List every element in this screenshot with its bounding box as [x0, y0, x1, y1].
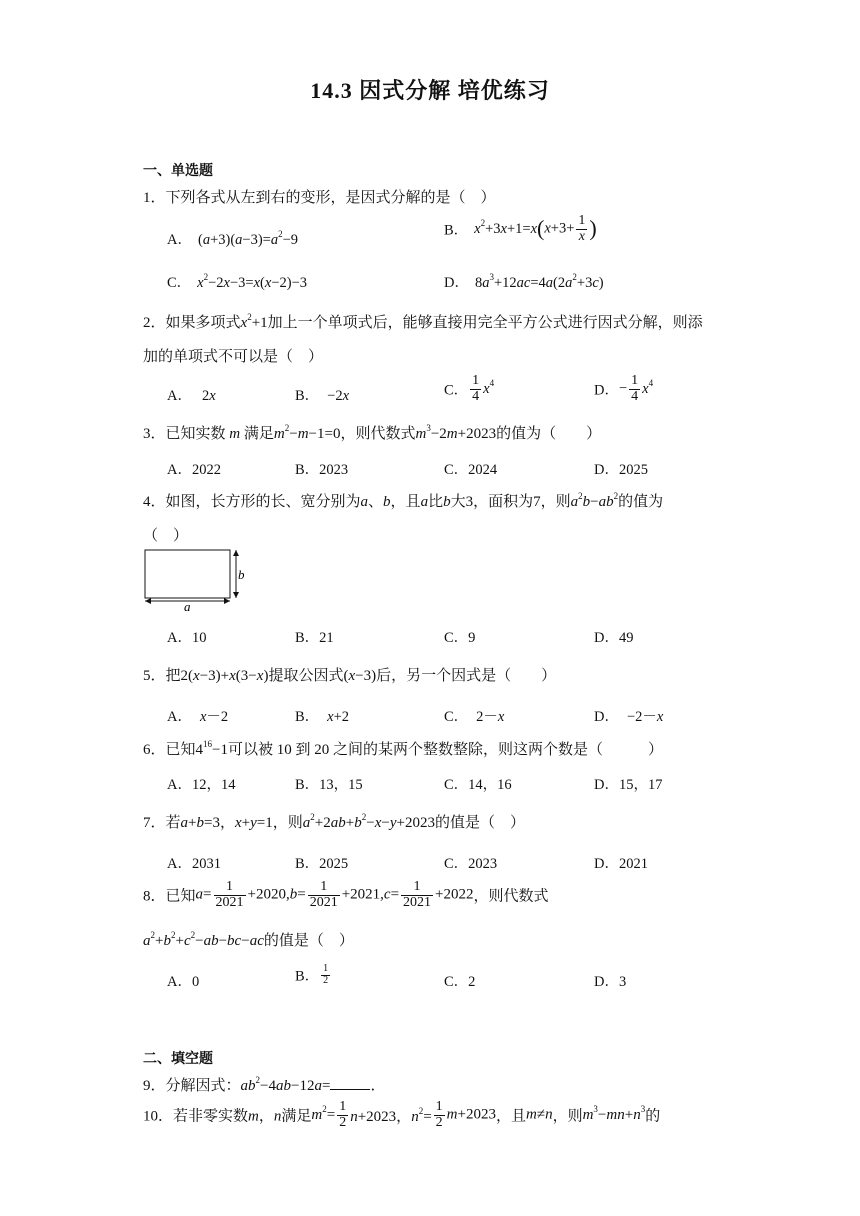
width-arrow-top [233, 550, 239, 556]
question-1-option-a[interactable]: A． $(a+3)(a-3)=a^2-9$ [167, 229, 299, 248]
question-8-option-c[interactable]: C．2 [444, 974, 476, 990]
question-7-option-d[interactable]: D．2021 [594, 856, 648, 872]
question-3-option-a[interactable]: A．2022 [167, 462, 221, 478]
length-arrow-right [224, 598, 230, 604]
question-4-option-d[interactable]: D．49 [594, 630, 634, 646]
question-8-option-d[interactable]: D．3 [594, 974, 627, 990]
question-9-answer-blank[interactable] [330, 1077, 370, 1090]
length-arrow-left [145, 598, 151, 604]
question-5-stem: 5．把2(x−3)+x(3−x)提取公因式(x−3)后，另一个因式是（ ） [143, 668, 557, 684]
question-4-stem-line1: 4．如图，长方形的长、宽分别为a、b，且a比b大3，面积为7，则$a^2b-ab^2$的值为 [143, 491, 664, 510]
question-6-option-b[interactable]: B．13，15 [295, 777, 363, 793]
question-5-option-a[interactable]: A． x－2 [167, 709, 229, 725]
question-8-stem-line2: $a^2+b^2+c^2-ab-bc-ac$的值是（ ） [143, 930, 354, 949]
question-3-option-b[interactable]: B．2023 [295, 462, 349, 478]
question-8-stem-line1: 8．已知a= $\frac{1}{2021}$ +2020,b= $\frac{1}{2021}$ +2021,c= $\frac{1}{2021}$ +2022，则代数式 [143, 879, 549, 910]
question-10-stem: 10．若非零实数m，n满足$m^2=$ $\frac{1}{2}$ n+2023，$n^2=$ $\frac{1}{2}$ m+2023，且m≠n，则$m^3-mn+n^3$的 [143, 1099, 661, 1130]
section-heading-fill-in: 二、填空题 [143, 1052, 213, 1067]
section-heading-single-choice: 一、单选题 [143, 164, 213, 179]
question-4-option-c[interactable]: C．9 [444, 630, 476, 646]
question-4-stem-line2: （ ） [143, 528, 189, 544]
question-6-option-c[interactable]: C．14，16 [444, 777, 512, 793]
question-9-stem: 9．分解因式：$ab^2-4ab-12a=$ ． [143, 1075, 386, 1094]
question-2-option-c[interactable]: C． $\frac{1}{4}$ $x^4$ [444, 373, 495, 404]
question-7-option-a[interactable]: A．2031 [167, 856, 221, 872]
question-7-option-c[interactable]: C．2023 [444, 856, 498, 872]
figure-label-a: a [184, 599, 191, 614]
question-7-stem: 7．若a+b=3，x+y=1，则$a^2+2ab+b^2-x-y+2023$的值是（ ） [143, 812, 525, 831]
figure-label-b: b [238, 567, 245, 582]
question-6-option-a[interactable]: A．12，14 [167, 777, 236, 793]
question-3-stem: 3．已知实数 m 满足$m^2-m-1=0$，则代数式$m^3-2m+2023$的值为（ ） [143, 423, 602, 442]
question-1-option-d[interactable]: D． $8a^3+12ac=4a(2a^2+3c)$ [444, 272, 604, 291]
rectangle-shape [145, 550, 230, 598]
question-2-option-a[interactable]: A． 2x [167, 388, 216, 404]
question-1-option-c[interactable]: C． $x^2-2x-3=x(x-2)-3$ [167, 272, 307, 291]
question-4-rectangle-figure [140, 545, 250, 615]
question-5-option-d[interactable]: D． −2－x [594, 709, 664, 725]
question-8-option-b[interactable]: B． $\frac{1}{2}$ [295, 963, 329, 986]
question-3-option-d[interactable]: D．2025 [594, 462, 648, 478]
question-2-option-d[interactable]: D．− $\frac{1}{4}$ $x^4$ [594, 373, 654, 404]
question-5-option-b[interactable]: B． x+2 [295, 709, 350, 725]
question-2-stem-line1: 2．如果多项式$x^2+1$加上一个单项式后，能够直接用完全平方公式进行因式分解，则添 [143, 312, 703, 331]
width-arrow-bottom [233, 592, 239, 598]
question-1-stem: 1．下列各式从左到右的变形，是因式分解的是（ ） [143, 190, 496, 206]
page-title: 14.3 因式分解 培优练习 [310, 78, 550, 103]
question-8-option-a[interactable]: A．0 [167, 974, 200, 990]
question-4-option-a[interactable]: A．10 [167, 630, 207, 646]
question-6-stem: 6．已知$4^{16}-1$可以被 10 到 20 之间的某两个整数整除，则这两个数是（ ） [143, 739, 664, 758]
question-6-option-d[interactable]: D．15，17 [594, 777, 663, 793]
question-7-option-b[interactable]: B．2025 [295, 856, 349, 872]
question-2-stem-line2: 加的单项式不可以是（ ） [143, 349, 324, 365]
question-3-option-c[interactable]: C．2024 [444, 462, 498, 478]
question-2-option-b[interactable]: B． −2x [295, 388, 350, 404]
question-4-option-b[interactable]: B．21 [295, 630, 334, 646]
question-5-option-c[interactable]: C． 2－x [444, 709, 505, 725]
question-1-option-b[interactable]: B． $x^2+3x+1=x(x+3+$ $\frac{1}{x}$ ) [444, 213, 597, 244]
